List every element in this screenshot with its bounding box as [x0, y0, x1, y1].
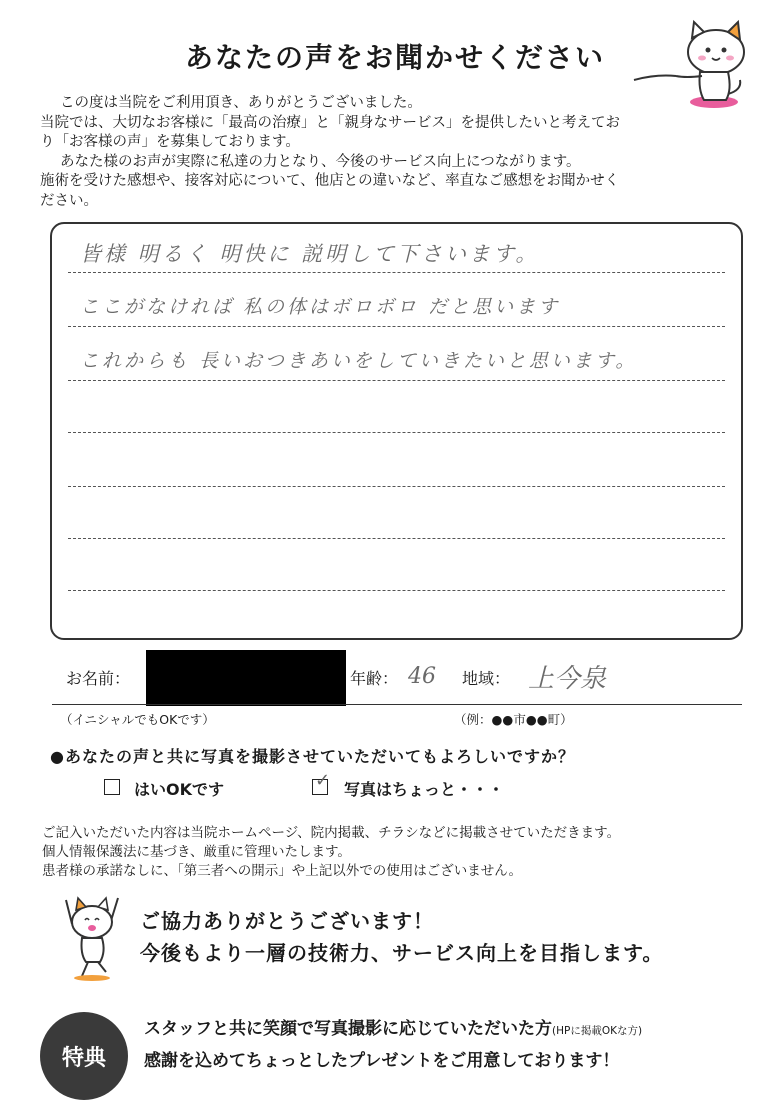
- ruled-line: [68, 590, 725, 591]
- check-mark-icon: ✓: [315, 770, 331, 791]
- region-label: 地域：: [462, 669, 511, 688]
- photo-yes-checkbox[interactable]: [104, 779, 120, 795]
- form-underline: [52, 704, 742, 705]
- ruled-line: [68, 486, 725, 487]
- notice-line: ご記入いただいた内容は当院ホームページ、院内掲載、チラシなどに掲載させていただきます。: [42, 825, 621, 841]
- intro-text: [40, 94, 750, 211]
- name-label: お名前：: [66, 669, 131, 688]
- region-value: 上今泉: [528, 664, 607, 694]
- photo-question: ●あなたの声と共に写真を撮影させていただいてもよろしいですか？: [50, 747, 575, 766]
- name-hint: （イニシャルでもOKです）: [60, 712, 215, 727]
- privacy-notice: [42, 824, 762, 881]
- region-hint: （例：●●市●●町）: [454, 712, 573, 727]
- ruled-line: [68, 272, 725, 273]
- bonus-text: [144, 1014, 642, 1076]
- intro-line: ださい。: [40, 192, 98, 209]
- notice-line: 個人情報保護法に基づき、厳重に管理いたします。: [42, 844, 351, 860]
- intro-line: 施術を受けた感想や、接客対応について、他店との違いなど、率直なご感想をお聞かせく: [40, 173, 620, 189]
- handwritten-comment-line: 皆様 明るく 明快に 説明して下さいます。: [80, 242, 540, 266]
- thanks-line: ご協力ありがとうございます！: [140, 909, 434, 933]
- thanks-message: [140, 905, 663, 969]
- age-value: 46: [408, 664, 436, 689]
- handwritten-comment-line: これからも 長いおつきあいをしていきたいと思います。: [80, 350, 638, 372]
- photo-no-checkbox[interactable]: [312, 770, 331, 795]
- bonus-badge: 特典: [40, 1012, 128, 1100]
- ruled-line: [68, 326, 725, 327]
- intro-line: あなた様のお声が実際に私達の力となり、今後のサービス向上につながります。: [60, 153, 581, 170]
- ruled-line: [68, 538, 725, 539]
- intro-line: り「お客様の声」を募集しております。: [40, 134, 300, 150]
- page-title: あなたの声をお聞かせください: [184, 41, 605, 74]
- handwritten-comment-line: ここがなければ 私の体はボロボロ だと思います: [80, 296, 561, 318]
- ruled-line: [68, 380, 725, 381]
- photo-no-label: 写真はちょっと・・・: [344, 780, 505, 799]
- age-label: 年齢：: [350, 669, 399, 688]
- ruled-line: [68, 432, 725, 433]
- comment-box[interactable]: [50, 222, 743, 640]
- thanks-line: 今後もより一層の技術力、サービス向上を目指します。: [140, 941, 664, 965]
- intro-line: この度は当院をご利用頂き、ありがとうございました。: [60, 95, 422, 111]
- photo-yes-label: はいOKです: [134, 780, 225, 799]
- redacted-name: [146, 650, 346, 706]
- bonus-note: (HPに掲載OKな方): [552, 1025, 643, 1037]
- bonus-line: スタッフと共に笑顔で写真撮影に応じていただいた方: [144, 1019, 552, 1039]
- intro-line: 当院では、大切なお客様に「最高の治療」と「親身なサービス」を提供したいと考えてお: [40, 114, 620, 131]
- cheering-cat-icon: [52, 892, 132, 984]
- notice-line: 患者様の承諾なしに、「第三者への開示」や上記以外での使用はございません。: [42, 863, 523, 879]
- bonus-line: 感謝を込めてちょっとしたプレゼントをご用意しております！: [144, 1051, 620, 1071]
